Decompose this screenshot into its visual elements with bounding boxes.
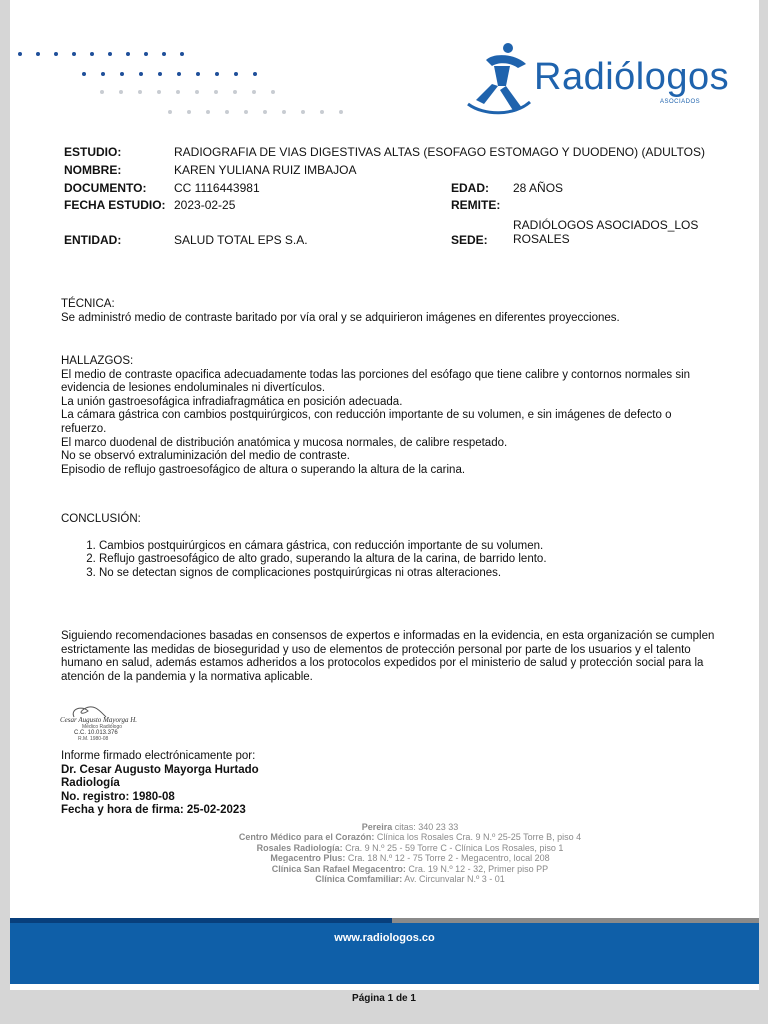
fecha-estudio-label: FECHA ESTUDIO:	[64, 198, 166, 212]
hallazgos-line: La cámara gástrica con cambios postquirúrgicos, con reducción importante de su volumen, e sin imágenes de defecto o	[61, 409, 672, 422]
stamp-cc: C.C. 10.013.376	[74, 730, 118, 736]
hallazgos-section	[61, 355, 741, 477]
decorative-dot	[108, 52, 112, 56]
stamp-name: Cesar Augusto Mayorga H.	[60, 716, 137, 724]
page-number: Página 1 de 1	[352, 993, 416, 1004]
decorative-dot	[271, 90, 275, 94]
contact-key: Clínica San Rafael Megacentro:	[271, 863, 406, 874]
radiologos-logo	[464, 42, 754, 116]
contact-key: Rosales Radiología:	[256, 842, 343, 853]
signature-stamp	[60, 703, 146, 749]
stamp-rm: R.M. 1980-08	[78, 736, 109, 742]
contact-key: Pereira	[361, 822, 393, 832]
decorative-dot	[263, 110, 267, 114]
decorative-dot	[139, 72, 143, 76]
disclaimer-line: atención de la pandemia y la normativa aplicable.	[61, 670, 313, 683]
decorative-dot	[138, 90, 142, 94]
logo-wordmark: Radiólogos	[534, 56, 730, 98]
entidad-value: SALUD TOTAL EPS S.A.	[174, 233, 308, 247]
decorative-dot	[90, 52, 94, 56]
conclusion-item: 1. Cambios postquirúrgicos en cámara gástrica, con reducción importante de su volumen.	[99, 540, 741, 554]
contact-value: Cra. 9 N.º 25 - 59 Torre C - Clínica Los Rosales, piso 1	[342, 842, 564, 853]
decorative-dot	[253, 72, 257, 76]
decorative-dot	[36, 52, 40, 56]
hallazgos-line: El marco duodenal de distribución anatómica y mucosa normales, de calibre respetado.	[61, 436, 508, 449]
specialty: Radiología	[61, 777, 120, 790]
decorative-dot	[176, 90, 180, 94]
entidad-label: ENTIDAD:	[64, 233, 122, 247]
decorative-dot	[72, 52, 76, 56]
decorative-dot	[100, 90, 104, 94]
contact-value: Av. Circunvalar N.º 3 - 01	[402, 874, 505, 885]
decorative-dot	[252, 90, 256, 94]
contact-key: Centro Médico para el Corazón:	[238, 832, 375, 843]
decorative-dot	[119, 90, 123, 94]
hallazgos-title: HALLAZGOS:	[61, 355, 134, 367]
decorative-dot	[214, 90, 218, 94]
sede-label: SEDE:	[451, 233, 488, 247]
hallazgos-line: refuerzo.	[61, 422, 107, 435]
decorative-dot	[162, 52, 166, 56]
decorative-dot	[339, 110, 343, 114]
decorative-dot	[320, 110, 324, 114]
contact-value: citas: 340 23 33	[392, 822, 459, 832]
contact-value: Clínica los Rosales Cra. 9 N.º 25-25 Torre B, piso 4	[374, 832, 582, 843]
contact-line	[150, 832, 670, 842]
contact-value: Cra. 18 N.º 12 - 75 Torre 2 - Megacentro, local 208	[345, 853, 550, 864]
website-link[interactable]: www.radiologos.co	[334, 932, 435, 944]
disclaimer-line: Siguiendo recomendaciones basadas en consensos de expertos e informadas en la evidencia, en esta organización se cumplen	[61, 630, 715, 642]
sede-value-line1: RADIÓLOGOS ASOCIADOS_LOS	[513, 218, 699, 232]
hallazgos-line: No se observó extraluminización del medio de contraste.	[61, 450, 350, 463]
contact-value: Cra. 19 N.º 12 - 32, Primer piso PP	[405, 863, 549, 874]
nombre-label: NOMBRE:	[64, 163, 122, 177]
contact-key: Megacentro Plus:	[270, 853, 346, 864]
footer-band	[10, 918, 759, 984]
logo-figure-icon	[464, 42, 534, 116]
decorative-dot	[233, 90, 237, 94]
decorative-dot	[180, 52, 184, 56]
decorative-dot	[18, 52, 22, 56]
conclusion-list	[61, 540, 741, 581]
stamp-role: Médico Radiólogo	[82, 724, 123, 730]
signature-block	[61, 750, 259, 818]
decorative-dot	[82, 72, 86, 76]
disclaimer-line: humano en salud, además estamos adheridos a los protocolos expedidos por el ministerio de salud y protección social para la	[61, 657, 704, 670]
contact-line	[150, 843, 670, 853]
decorative-dot	[225, 110, 229, 114]
contact-line	[150, 853, 670, 863]
signed-by-text: Informe firmado electrónicamente por:	[61, 750, 256, 762]
decorative-dot	[101, 72, 105, 76]
decorative-dot	[54, 52, 58, 56]
nombre-value: KAREN YULIANA RUIZ IMBAJOA	[174, 163, 357, 177]
contact-line	[150, 874, 670, 884]
documento-label: DOCUMENTO:	[64, 181, 147, 195]
edad-label: EDAD:	[451, 181, 489, 195]
biosecurity-disclaimer	[61, 630, 741, 684]
conclusion-section	[61, 513, 741, 580]
decorative-dot	[187, 110, 191, 114]
decorative-dot	[157, 90, 161, 94]
footer-stripe-right	[392, 918, 759, 923]
contact-line	[150, 864, 670, 874]
estudio-label: ESTUDIO:	[64, 145, 122, 159]
disclaimer-line: estrictamente las medidas de bioseguridad y uso de elementos de protección personal por parte de los usuarios y el talento	[61, 643, 691, 656]
hallazgos-line: evidencia de lesiones endoluminales ni divertículos.	[61, 382, 326, 395]
tecnica-text: Se administró medio de contraste baritado por vía oral y se adquirieron imágenes en diferentes proyecciones.	[61, 311, 620, 324]
decorative-dot	[215, 72, 219, 76]
doctor-name: Dr. Cesar Augusto Mayorga Hurtado	[61, 763, 259, 776]
decorative-dot	[195, 90, 199, 94]
spacer	[61, 527, 741, 540]
tecnica-section	[61, 298, 741, 325]
estudio-value: RADIOGRAFIA DE VIAS DIGESTIVAS ALTAS (ESOFAGO ESTOMAGO Y DUODENO) (ADULTOS)	[174, 145, 705, 159]
decorative-dot	[244, 110, 248, 114]
decorative-dot	[177, 72, 181, 76]
registry-number: No. registro: 1980-08	[61, 790, 175, 803]
conclusion-title: CONCLUSIÓN:	[61, 513, 141, 525]
fecha-estudio-value: 2023-02-25	[174, 198, 236, 212]
decorative-dot	[168, 110, 172, 114]
signature-date: Fecha y hora de firma: 25-02-2023	[61, 804, 246, 817]
decorative-dot	[120, 72, 124, 76]
contact-info	[150, 822, 670, 884]
documento-value: CC 1116443981	[174, 181, 260, 195]
conclusion-item: 3. No se detectan signos de complicaciones postquirúrgicas ni otras alteraciones.	[99, 567, 741, 581]
decorative-dot	[144, 52, 148, 56]
remite-label: REMITE:	[451, 198, 501, 212]
decorative-dot	[158, 72, 162, 76]
footer-stripe-left	[10, 918, 392, 923]
sede-value-line2: ROSALES	[513, 232, 570, 246]
decorative-dot	[196, 72, 200, 76]
decorative-dot	[234, 72, 238, 76]
edad-value: 28 AÑOS	[513, 181, 564, 195]
hallazgos-line: El medio de contraste opacifica adecuadamente todas las porciones del esófago que tiene calibre y contornos normales sin	[61, 368, 691, 381]
decorative-dot	[126, 52, 130, 56]
report-page	[10, 0, 759, 990]
logo-subtitle: ASOCIADOS	[660, 99, 701, 105]
decorative-dot	[206, 110, 210, 114]
conclusion-item: 2. Reflujo gastroesofágico de alto grado, superando la altura de la carina, de barrido lento.	[99, 553, 741, 567]
contact-key: Clínica Comfamiliar:	[315, 874, 403, 885]
hallazgos-line: Episodio de reflujo gastroesofágico de altura o superando la altura de la carina.	[61, 463, 466, 476]
decorative-dot	[301, 110, 305, 114]
decorative-dot	[282, 110, 286, 114]
tecnica-title: TÉCNICA:	[61, 298, 115, 310]
contact-line	[150, 822, 670, 832]
hallazgos-line: La unión gastroesofágica infradiafragmática en posición adecuada.	[61, 395, 403, 408]
